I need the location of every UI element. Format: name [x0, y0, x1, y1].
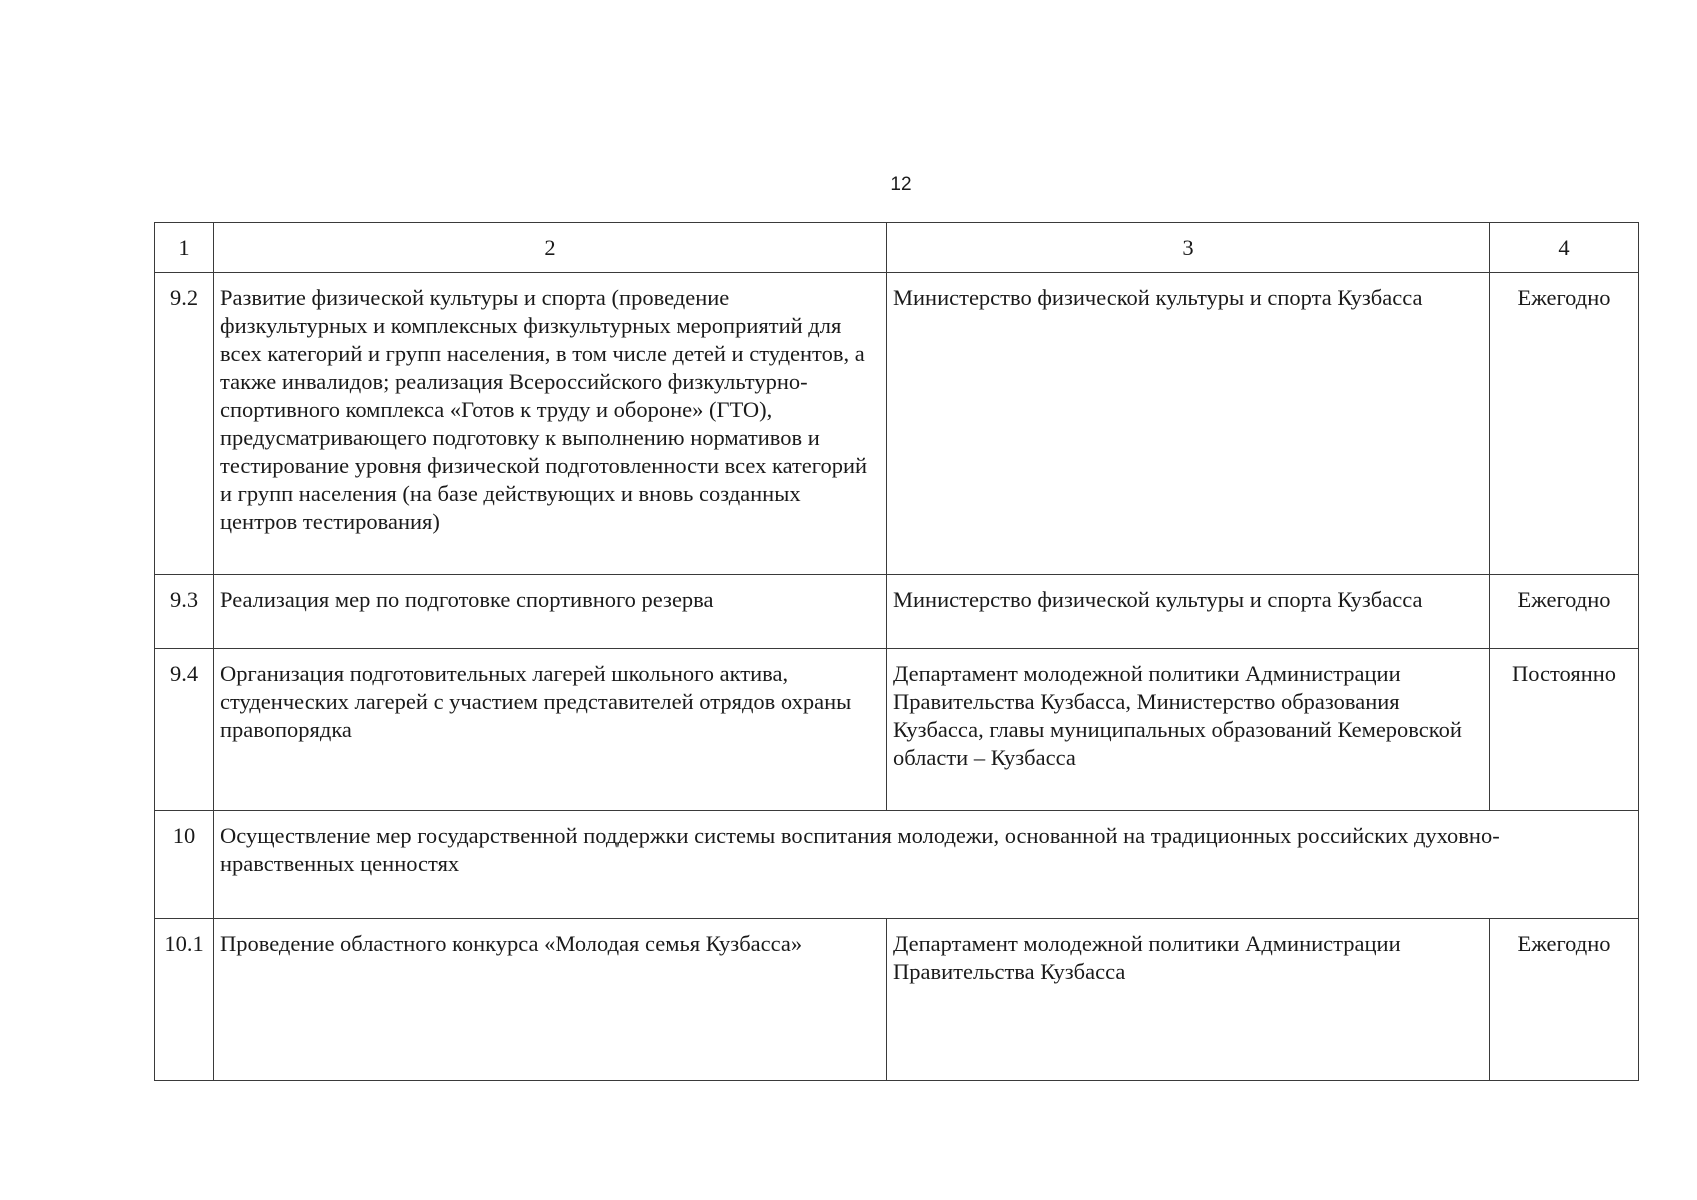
header-cell-1: 1 — [155, 223, 214, 273]
table-header-row — [155, 223, 1639, 273]
responsible-executor: Департамент молодежной политики Администрации Правительства Кузбасса — [887, 919, 1490, 1081]
section-title: Осуществление мер государственной поддержки системы воспитания молодежи, основанной на традиционных российских духовно-нравственных ценностях — [214, 811, 1639, 919]
execution-term: Ежегодно — [1490, 919, 1639, 1081]
event-description: Развитие физической культуры и спорта (проведение физкультурных и комплексных физкультурных мероприятий для всех категорий и групп населения, в том числе детей и студентов, а также инвалидов; реализация Всероссийского физкультурно-спортивного комплекса «Готов к труду и обороне» (ГТО), предусматривающего подготовку к выполнению нормативов и тестирование уровня физической подготовленности всех категорий и групп населения (на базе действующих и вновь созданных центров тестирования) — [214, 273, 887, 575]
responsible-executor: Министерство физической культуры и спорта Кузбасса — [887, 273, 1490, 575]
execution-term: Ежегодно — [1490, 273, 1639, 575]
table-row — [155, 575, 1639, 649]
page-number: 12 — [890, 174, 912, 195]
event-description: Проведение областного конкурса «Молодая семья Кузбасса» — [214, 919, 887, 1081]
row-number: 10.1 — [155, 919, 214, 1081]
event-description: Организация подготовительных лагерей школьного актива, студенческих лагерей с участием представителей отрядов охраны правопорядка — [214, 649, 887, 811]
execution-term: Постоянно — [1490, 649, 1639, 811]
row-number: 9.3 — [155, 575, 214, 649]
row-number: 9.2 — [155, 273, 214, 575]
header-cell-3: 3 — [887, 223, 1490, 273]
header-cell-4: 4 — [1490, 223, 1639, 273]
responsible-executor: Министерство физической культуры и спорта Кузбасса — [887, 575, 1490, 649]
table-row — [155, 919, 1639, 1081]
row-number: 9.4 — [155, 649, 214, 811]
responsible-executor: Департамент молодежной политики Администрации Правительства Кузбасса, Министерство образования Кузбасса, главы муниципальных образований Кемеровской области – Кузбасса — [887, 649, 1490, 811]
event-description: Реализация мер по подготовке спортивного резерва — [214, 575, 887, 649]
table-row — [155, 273, 1639, 575]
section-number: 10 — [155, 811, 214, 919]
plan-table — [154, 222, 1639, 1081]
execution-term: Ежегодно — [1490, 575, 1639, 649]
section-row — [155, 811, 1639, 919]
table-row — [155, 649, 1639, 811]
header-cell-2: 2 — [214, 223, 887, 273]
